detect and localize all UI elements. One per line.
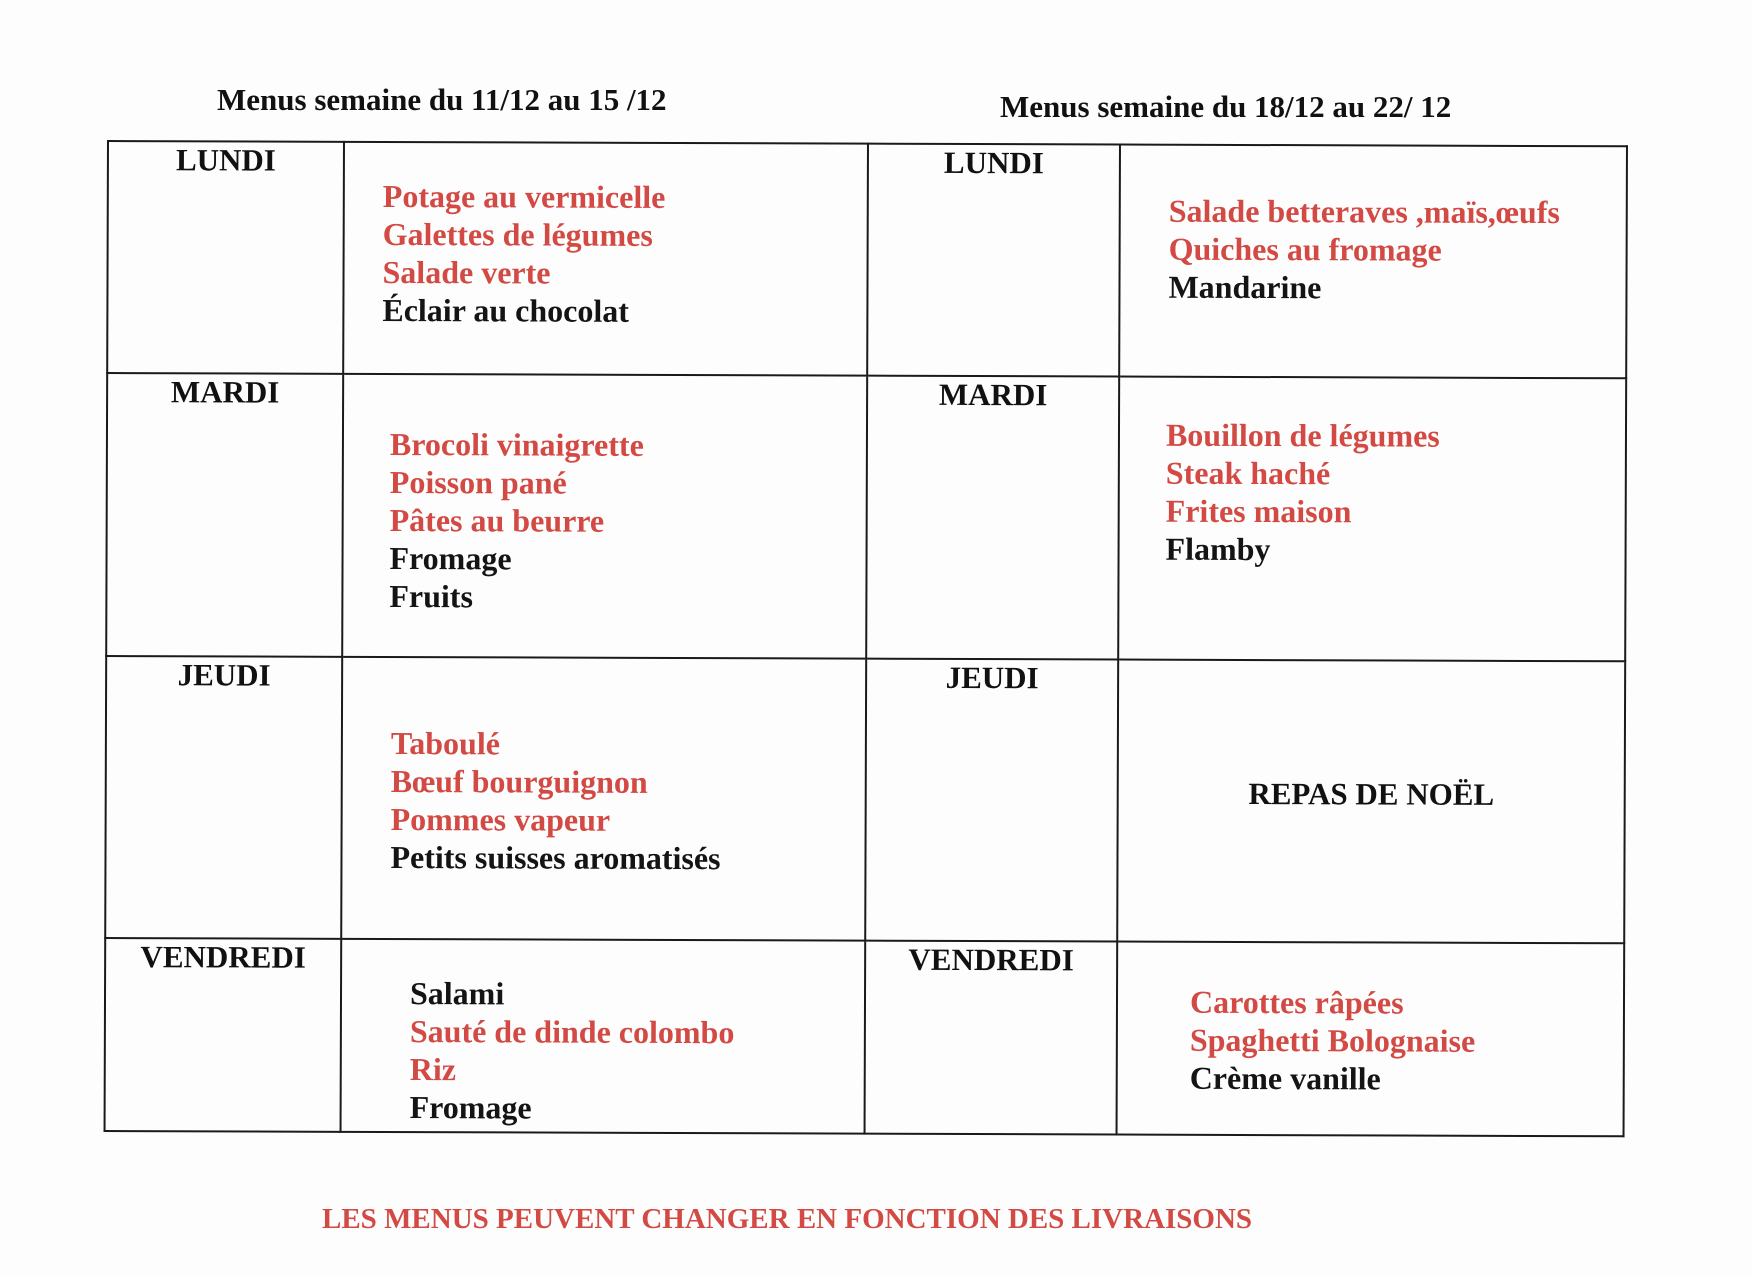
menu-item: Petits suisses aromatisés [390,838,721,877]
menu-item: Fruits [389,577,474,615]
menu-list [389,425,866,617]
day-label-week1-mardi: MARDI [106,373,343,657]
menu-item: Galettes de légumes [382,215,653,253]
menu-item: Pommes vapeur [390,800,611,838]
menu-cell-week2-mardi [1118,377,1626,662]
week-2-title: Menus semaine du 18/12 au 22/ 12 [1000,89,1452,124]
row-mardi [106,373,1626,661]
day-label-week2-mardi: MARDI [866,376,1119,660]
menu-list [1168,192,1625,308]
menu-item: Éclair au chocolat [382,291,629,329]
day-label-week1-lundi: LUNDI [107,141,344,374]
menu-item: Sauté de dinde colombo [409,1013,735,1051]
menu-list [382,177,867,331]
menu-cell-week1-vendredi [341,939,866,1134]
day-label-week2-jeudi: JEUDI [865,659,1118,942]
row-lundi [107,141,1627,378]
menu-cell-week2-vendredi [1117,942,1625,1137]
menu-item: Mandarine [1168,268,1322,306]
day-label-week1-vendredi: VENDREDI [105,938,342,1132]
menu-table [104,140,1628,1137]
footer-note: LES MENUS PEUVENT CHANGER EN FONCTION DES LIVRAISONS [322,1203,1253,1235]
menu-cell-week1-jeudi [341,657,866,941]
menu-list [1166,416,1626,570]
menu-item: Riz [409,1051,457,1088]
menu-item: Spaghetti Bolognaise [1189,1021,1476,1059]
menu-item: Bœuf bourguignon [390,762,648,800]
menu-item: Flamby [1165,530,1271,568]
menu-cell-week2-jeudi [1117,660,1625,944]
menu-item: Quiches au fromage [1168,230,1442,268]
week-1-title: Menus semaine du 11/12 au 15 /12 [217,82,667,117]
menu-item: Salade betteraves ,maïs,œufs [1168,192,1560,231]
day-label-week2-vendredi: VENDREDI [865,941,1118,1135]
row-jeudi [105,656,1625,943]
menu-item: Fromage [389,539,512,577]
christmas-meal-label: REPAS DE NOËL [1248,775,1495,812]
menu-item: Bouillon de légumes [1165,416,1440,454]
menu-cell-week1-lundi [343,142,868,376]
menu-item: Salade verte [382,253,551,291]
menu-item: Fromage [409,1089,532,1126]
menu-item: Potage au vermicelle [382,177,666,215]
menu-list [1190,983,1623,1099]
menu-list [390,724,865,878]
day-label-week1-jeudi: JEUDI [105,656,342,939]
menu-item: Carottes râpées [1189,983,1404,1021]
menu-item: Crème vanille [1189,1059,1381,1097]
menu-list [410,974,865,1128]
menu-cell-week2-lundi [1119,145,1627,379]
day-label-week2-lundi: LUNDI [867,144,1120,377]
menu-item: Taboulé [390,724,501,762]
menu-item: Salami [409,975,505,1012]
menu-cell-week1-mardi [342,374,867,659]
menu-item: Brocoli vinaigrette [389,425,644,463]
row-vendredi [105,938,1625,1136]
menu-item: Frites maison [1165,492,1352,530]
menu-item: Poisson pané [389,463,567,501]
menu-item: Pâtes au beurre [389,501,605,539]
menu-item: Steak haché [1165,454,1331,492]
